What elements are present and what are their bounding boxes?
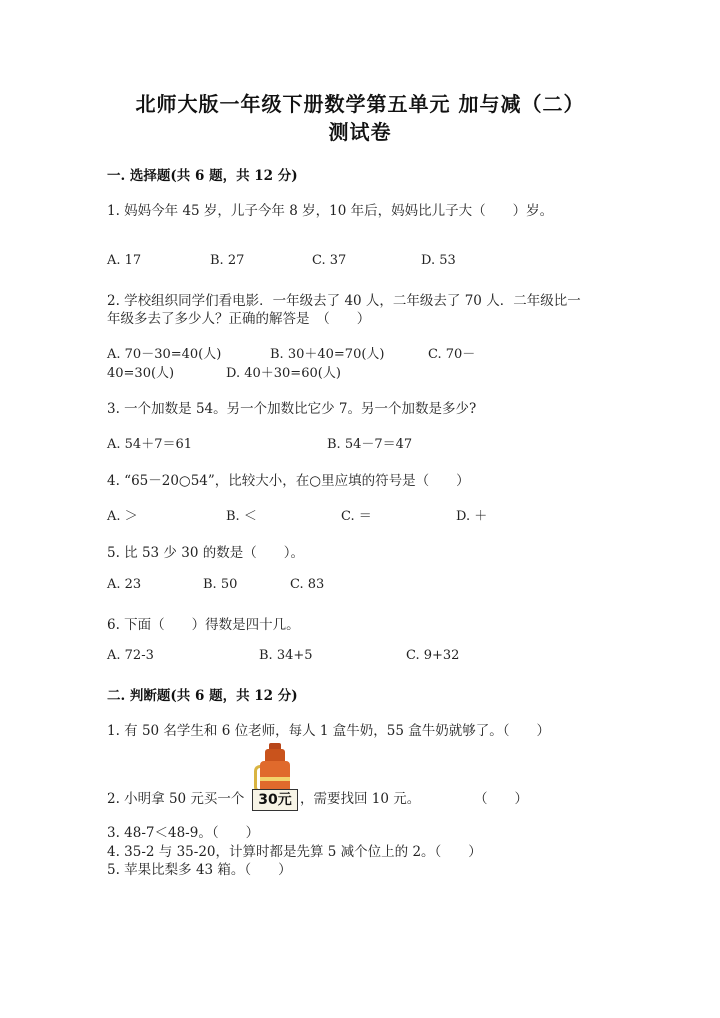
q5-option-b: B. 50 [203, 577, 238, 592]
q2-option-a: A. 70－30=40(人) [107, 347, 222, 362]
q3-option-b: B. 54－7＝47 [327, 437, 413, 452]
judgement-2-paren: （ ） [474, 791, 528, 807]
judgement-4-text: 4. 35-2 与 35-20，计算时都是先算 5 减个位上的 2。（ ） [107, 844, 482, 860]
question-5-text: 5. 比 53 少 30 的数是（ ）。 [107, 545, 304, 561]
section-heading-judgement: 二. 判断题(共 6 题，共 12 分) [107, 688, 298, 704]
judgement-5-text: 5. 苹果比梨多 43 箱。（ ） [107, 862, 292, 878]
q2-option-b: B. 30＋40=70(人) [270, 347, 385, 362]
q4-option-c: C. ＝ [341, 509, 372, 524]
judgement-2-text-before: 2. 小明拿 50 元买一个 [107, 791, 245, 807]
q6-option-c: C. 9+32 [406, 648, 460, 663]
question-6-text: 6. 下面（ ）得数是四十几。 [107, 617, 300, 633]
section-heading-choice: 一. 选择题(共 6 题，共 12 分) [107, 168, 298, 184]
q2-option-d: D. 40＋30=60(人) [226, 366, 341, 381]
question-2-text-line2: 年级多去了多少人？正确的解答是 （ ） [107, 311, 371, 327]
q1-option-d: D. 53 [421, 253, 456, 268]
judgement-1-text: 1. 有 50 名学生和 6 位老师，每人 1 盒牛奶，55 盒牛奶就够了。（ ） [107, 723, 550, 739]
page-subtitle: 测试卷 [328, 120, 392, 144]
q2-option-c: C. 70－ [428, 347, 476, 362]
question-4-text: 4. “65－20○54”，比较大小，在○里应填的符号是（ ） [107, 473, 470, 489]
page-title: 北师大版一年级下册数学第五单元 加与减（二） [135, 92, 585, 116]
q2-option-c-cont: 40=30(人) [107, 366, 175, 381]
q4-option-a: A. ＞ [107, 509, 138, 524]
question-3-text: 3. 一个加数是 54。另一个加数比它少 7。另一个加数是多少? [107, 401, 477, 417]
q4-option-d: D. ＋ [456, 509, 488, 524]
q4-option-b: B. ＜ [226, 509, 257, 524]
thermos-price-image [250, 741, 298, 813]
price-tag: 30元 [252, 789, 298, 811]
judgement-2-text-after: ，需要找回 10 元。 [300, 791, 421, 807]
q1-option-a: A. 17 [107, 253, 142, 268]
q3-option-a: A. 54＋7＝61 [107, 437, 193, 452]
question-2-text-line1: 2. 学校组织同学们看电影．一年级去了 40 人，二年级去了 70 人．二年级比一 [107, 293, 581, 309]
q1-option-b: B. 27 [210, 253, 245, 268]
judgement-3-text: 3. 48-7＜48-9。（ ） [107, 825, 260, 841]
q1-option-c: C. 37 [312, 253, 347, 268]
question-1-text: 1. 妈妈今年 45 岁，儿子今年 8 岁，10 年后，妈妈比儿子大（ ）岁。 [107, 203, 554, 219]
q5-option-a: A. 23 [107, 577, 142, 592]
q6-option-b: B. 34+5 [259, 648, 313, 663]
thermos-stripe [260, 777, 290, 781]
q5-option-c: C. 83 [290, 577, 325, 592]
q6-option-a: A. 72-3 [107, 648, 154, 663]
